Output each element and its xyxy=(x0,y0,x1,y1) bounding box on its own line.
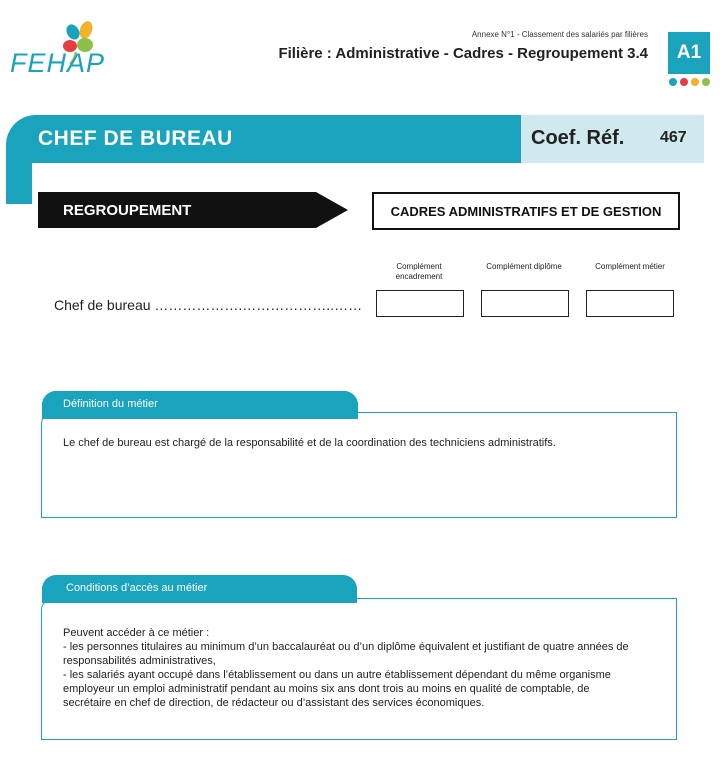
logo-text: FEHAP xyxy=(10,48,106,78)
definition-box xyxy=(41,412,677,518)
dot-yellow xyxy=(691,78,699,86)
complement-diplome-header: Complément diplôme xyxy=(486,262,562,271)
complement-encadrement-field[interactable] xyxy=(376,290,464,317)
job-line: Chef de bureau ……………….………………..…… xyxy=(54,297,363,313)
category-code-badge: A1 xyxy=(668,32,710,74)
complement-metier-header: Complément métier xyxy=(595,262,665,271)
annex-label: Annexe N°1 - Classement des salariés par filières xyxy=(471,30,648,39)
dot-blue xyxy=(669,78,677,86)
conditions-tab-label: Conditions d’accès au métier xyxy=(66,582,208,594)
regroupement-label: REGROUPEMENT xyxy=(63,202,192,219)
job-title: CHEF DE BUREAU xyxy=(38,127,233,150)
definition-tab-label: Définition du métier xyxy=(63,398,158,410)
conditions-text xyxy=(63,626,633,710)
dot-green xyxy=(702,78,710,86)
coef-label: Coef. Réf. xyxy=(531,127,625,149)
complement-metier-field[interactable] xyxy=(586,290,674,317)
color-dots xyxy=(669,78,713,86)
conditions-line: - les personnes titulaires au minimum d’un baccalauréat ou d’un diplôme équivalent et justifiant de quatre années de responsabilités administratives, xyxy=(63,641,629,667)
conditions-line: Peuvent accéder à ce métier : xyxy=(63,627,210,639)
complement-encadrement-header: Complément encadrement xyxy=(395,262,443,281)
filiere-title: Filière : Administrative - Cadres - Regroupement 3.4 xyxy=(278,45,648,62)
definition-text: Le chef de bureau est chargé de la responsabilité et de la coordination des techniciens administratifs. xyxy=(63,437,556,449)
conditions-line: - les salariés ayant occupé dans l’établissement ou dans un autre établissement dépendant du même organisme employeur un emploi administratif pendant au moins six ans dont trois au moins en qualité de comptable, de secrétaire en chef de direction, de rédacteur ou d’assistant des services économiques. xyxy=(63,669,611,709)
dot-red xyxy=(680,78,688,86)
coef-value: 467 xyxy=(660,129,687,146)
regroupement-value: CADRES ADMINISTRATIFS ET DE GESTION xyxy=(372,192,680,230)
complement-diplome-field[interactable] xyxy=(481,290,569,317)
